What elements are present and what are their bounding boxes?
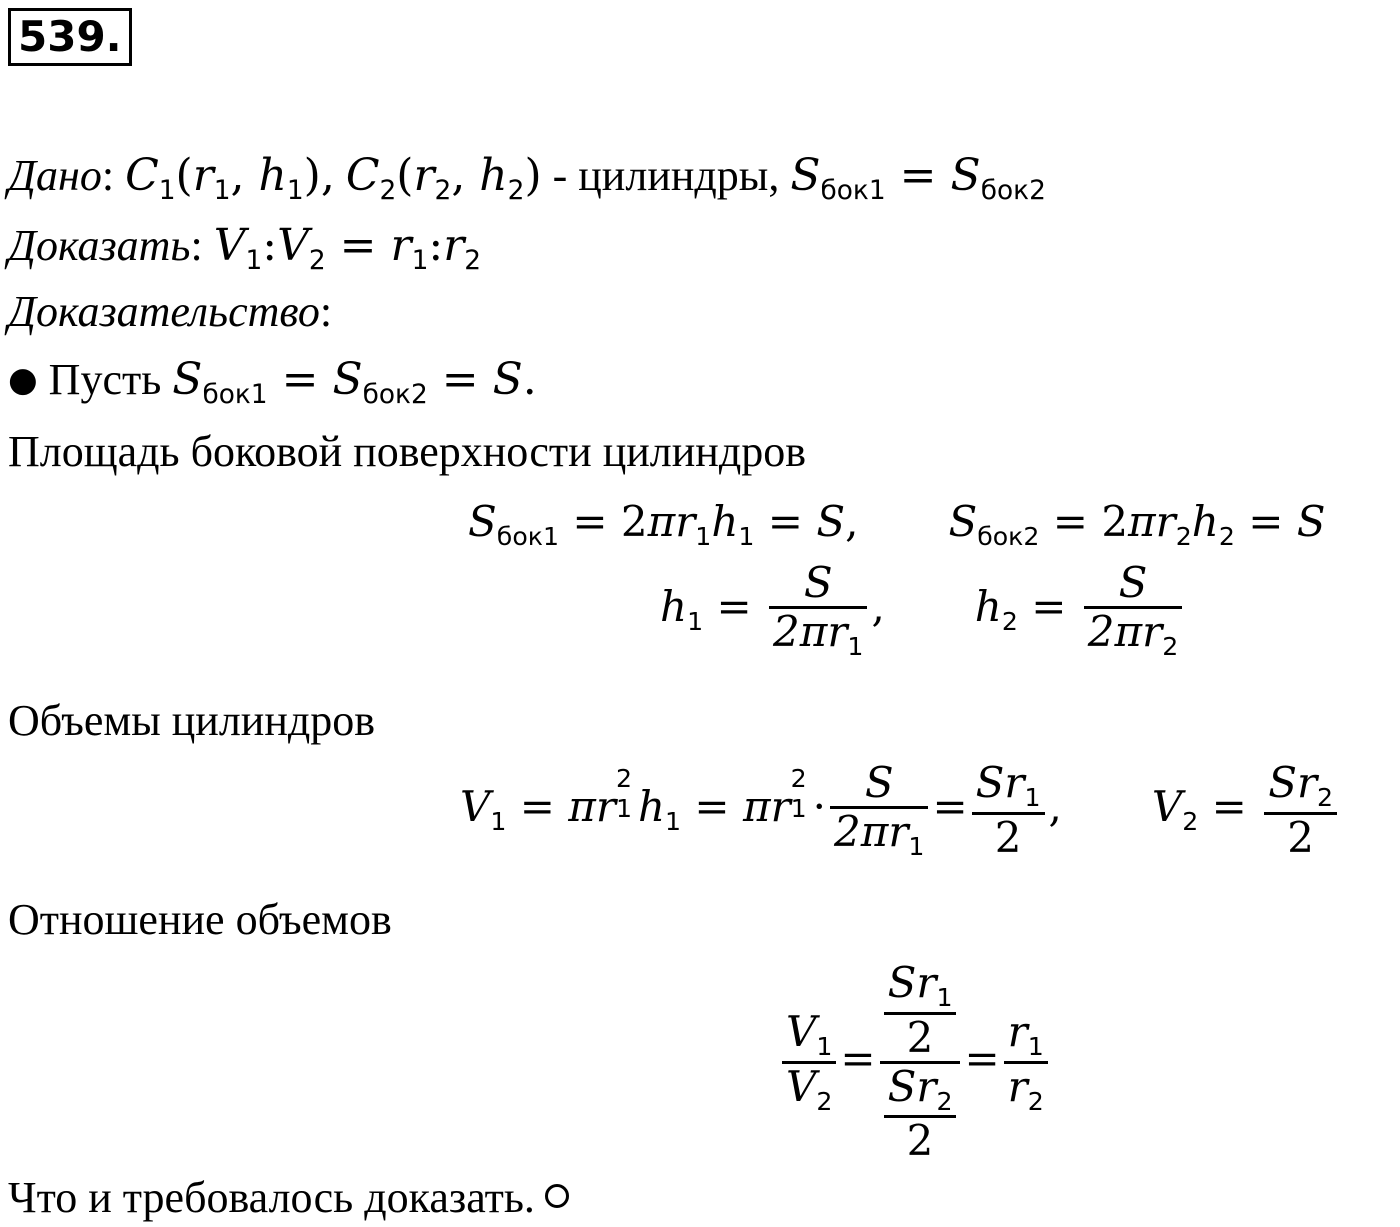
given-label: Дано: [8, 151, 102, 200]
volume-formulas: [460, 760, 1341, 861]
volumes-heading: Объемы цилиндров: [8, 696, 376, 745]
lateral-area-formulas: [468, 494, 1326, 565]
proof-label: Доказательство: [8, 287, 320, 336]
let-line: ● Пусть $S_{бок1} = S_{бок2} = S$.: [8, 354, 537, 411]
height-formula-2: $h_2$ = $\frac{S}{2\pi r_2}$: [975, 582, 1186, 631]
proof-line: Доказательство:: [8, 287, 333, 336]
given-line: Дано: $C_1(r_1$, $h_1$), $C_2(r_2$, $h_2$) - цилиндры, $S_{бок1} = S_{бок2}$: [8, 150, 1046, 207]
let-equality: $S_{бок1} = S_{бок2} = S$.: [172, 354, 537, 411]
given-c2: $C_2(r_2$, $h_2$): [345, 150, 542, 207]
height-formulas: [660, 560, 1186, 661]
conclusion-line: [8, 1170, 569, 1226]
conclusion-text: Что и требовалось доказать.: [8, 1173, 535, 1222]
ratio-rhs: $\frac{r_1}{r_2}$: [1004, 1009, 1048, 1115]
area-formula-2: $S_{бок2} = 2\pi r_2h_2 = S$: [948, 497, 1326, 551]
area-formula-1: $S_{бок1} = 2\pi r_1h_1 = S$,: [468, 497, 859, 551]
given-area-equality: $S_{бок1} = S_{бок2}$: [790, 150, 1046, 207]
problem-number: 539.: [8, 8, 132, 66]
volume-formula-2: $V_2$ = $\frac{Sr_2}{2}$: [1152, 782, 1341, 831]
ratio-heading: Отношение объемов: [8, 895, 392, 944]
given-cylinders-text: - цилиндры,: [541, 151, 791, 200]
prove-label: Доказать: [8, 221, 191, 270]
end-of-proof-icon: [545, 1184, 569, 1208]
bullet-icon: ●: [8, 360, 38, 400]
prove-line: Доказать: $V_1:V_2$ = $r_1:r_2$: [8, 220, 482, 277]
prove-statement: $V_1:V_2$ = $r_1:r_2$: [213, 220, 482, 277]
ratio-complex-fraction: $\frac{\frac{Sr_1}{2}}{\frac{Sr_2}{2}}$: [880, 960, 961, 1164]
given-c1: $C_1(r_1$, $h_1$),: [125, 150, 335, 207]
ratio-lhs: $\frac{V_1}{V_2}$: [782, 1009, 836, 1115]
height-formula-1: $h_1$ = $\frac{S}{2\pi r_1}$ ,: [660, 558, 885, 661]
lateral-area-heading: Площадь боковой поверхности цилиндров: [8, 427, 806, 476]
ratio-formula: $\frac{V_1}{V_2}$ = $\frac{\frac{Sr_1}{2}}{\frac{Sr_2}{2}}$ = $\frac{r_1}{r_2}$: [778, 960, 1052, 1164]
volume-formula-1: $V_1 = \pi r$ 2 1 $h_1 = \pi r$ 2 1 · $\frac{S}{2\pi r_1}$ = $\frac{Sr_1}{2}$ ,: [460, 758, 1062, 862]
